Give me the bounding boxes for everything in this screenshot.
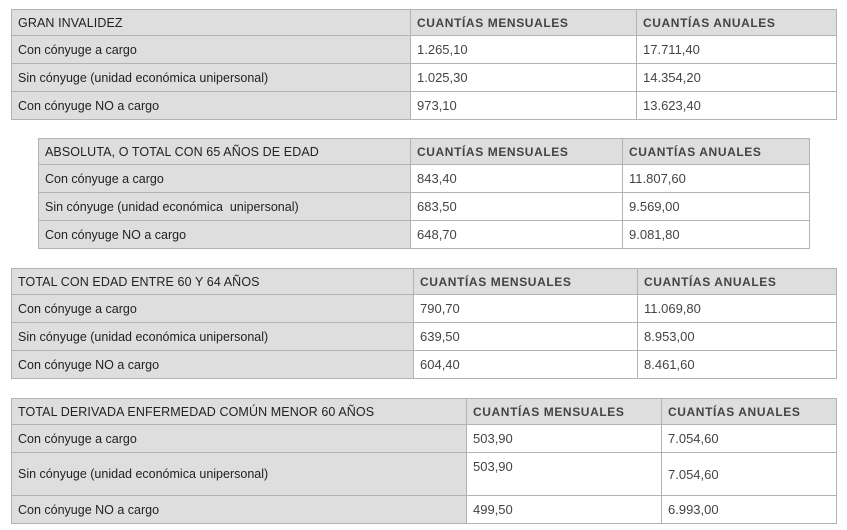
row-label: Con cónyuge a cargo: [12, 295, 414, 323]
table-enfermedad-comun: [11, 398, 837, 524]
table-header-row: [12, 269, 837, 295]
table-row: [39, 165, 810, 193]
table-header-row: [12, 10, 837, 36]
table-row: [39, 221, 810, 249]
table-total-60-64: [11, 268, 837, 379]
table-row: [12, 64, 837, 92]
annual-amount: 7.054,60: [662, 453, 837, 496]
table-header-row: [12, 399, 837, 425]
monthly-amount: 1.025,30: [411, 64, 637, 92]
row-label: Con cónyuge a cargo: [39, 165, 411, 193]
monthly-amount: 683,50: [411, 193, 623, 221]
table-title: TOTAL CON EDAD ENTRE 60 Y 64 AÑOS: [12, 269, 414, 295]
table-absoluta: [38, 138, 810, 249]
table-row: [12, 92, 837, 120]
table-title: ABSOLUTA, O TOTAL CON 65 AÑOS DE EDAD: [39, 139, 411, 165]
table-row: [12, 36, 837, 64]
annual-amount: 11.807,60: [623, 165, 810, 193]
row-label: Con cónyuge a cargo: [12, 36, 411, 64]
row-label: Con cónyuge NO a cargo: [12, 351, 414, 379]
monthly-amount: 639,50: [414, 323, 638, 351]
row-label: Con cónyuge NO a cargo: [12, 92, 411, 120]
row-label: Con cónyuge NO a cargo: [12, 496, 467, 524]
table-row: [39, 193, 810, 221]
column-header-annual: CUANTÍAS ANUALES: [623, 139, 810, 165]
row-label: Sin cónyuge (unidad económica unipersonal): [12, 453, 467, 496]
table-row: [12, 323, 837, 351]
row-label: Sin cónyuge (unidad económica unipersonal): [12, 64, 411, 92]
column-header-monthly: CUANTÍAS MENSUALES: [467, 399, 662, 425]
row-label: Con cónyuge a cargo: [12, 425, 467, 453]
monthly-amount: 499,50: [467, 496, 662, 524]
annual-amount: 8.461,60: [638, 351, 837, 379]
table-row: [12, 351, 837, 379]
monthly-amount: 1.265,10: [411, 36, 637, 64]
annual-amount: 13.623,40: [637, 92, 837, 120]
table-title: TOTAL DERIVADA ENFERMEDAD COMÚN MENOR 60 AÑOS: [12, 399, 467, 425]
column-header-annual: CUANTÍAS ANUALES: [637, 10, 837, 36]
row-label: Sin cónyuge (unidad económica unipersonal): [39, 193, 411, 221]
monthly-amount: 648,70: [411, 221, 623, 249]
table-title: GRAN INVALIDEZ: [12, 10, 411, 36]
annual-amount: 7.054,60: [662, 425, 837, 453]
annual-amount: 8.953,00: [638, 323, 837, 351]
monthly-amount: 790,70: [414, 295, 638, 323]
table-row: [12, 425, 837, 453]
annual-amount: 6.993,00: [662, 496, 837, 524]
row-label: Sin cónyuge (unidad económica unipersonal): [12, 323, 414, 351]
annual-amount: 17.711,40: [637, 36, 837, 64]
monthly-amount: 503,90: [467, 453, 662, 496]
annual-amount: 11.069,80: [638, 295, 837, 323]
table-row: [12, 453, 837, 496]
column-header-annual: CUANTÍAS ANUALES: [662, 399, 837, 425]
column-header-monthly: CUANTÍAS MENSUALES: [411, 10, 637, 36]
monthly-amount: 843,40: [411, 165, 623, 193]
table-header-row: [39, 139, 810, 165]
annual-amount: 14.354,20: [637, 64, 837, 92]
monthly-amount: 973,10: [411, 92, 637, 120]
column-header-annual: CUANTÍAS ANUALES: [638, 269, 837, 295]
annual-amount: 9.569,00: [623, 193, 810, 221]
table-row: [12, 295, 837, 323]
annual-amount: 9.081,80: [623, 221, 810, 249]
monthly-amount: 503,90: [467, 425, 662, 453]
table-gran-invalidez: [11, 9, 837, 120]
column-header-monthly: CUANTÍAS MENSUALES: [411, 139, 623, 165]
table-row: [12, 496, 837, 524]
monthly-amount: 604,40: [414, 351, 638, 379]
column-header-monthly: CUANTÍAS MENSUALES: [414, 269, 638, 295]
row-label: Con cónyuge NO a cargo: [39, 221, 411, 249]
